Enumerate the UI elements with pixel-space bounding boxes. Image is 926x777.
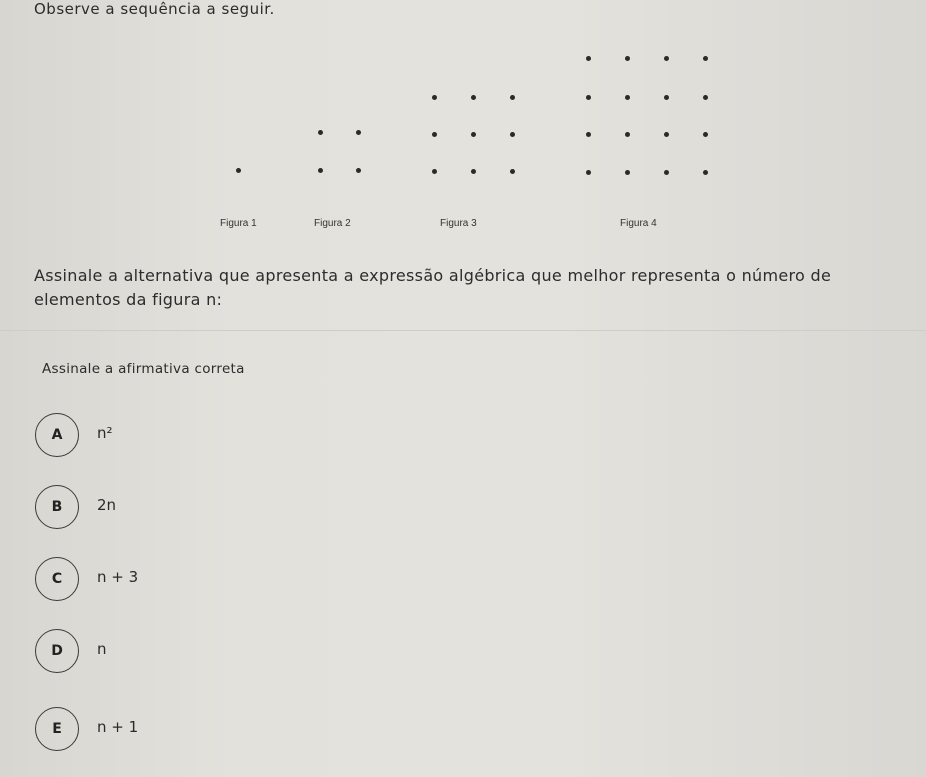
option-value: n + 1 [97,718,139,736]
dot [703,132,708,137]
intro-text: Observe a sequência a seguir. [34,0,275,18]
dot [432,132,437,137]
dot [510,95,515,100]
dot [625,56,630,61]
dot [510,169,515,174]
figure-3 [432,95,522,180]
dot [356,168,361,173]
figure-1-label: Figura 1 [220,218,257,229]
dot [664,132,669,137]
dot [471,132,476,137]
figure-3-label: Figura 3 [440,218,477,229]
dot [586,95,591,100]
dot [586,132,591,137]
dot [318,130,323,135]
dot [586,56,591,61]
option-value: n + 3 [97,568,139,586]
figure-4 [586,56,716,181]
figure-2-label: Figura 2 [314,218,351,229]
option-letter-circle[interactable]: A [35,413,79,457]
dot [664,56,669,61]
figure-4-label: Figura 4 [620,218,657,229]
dot [625,170,630,175]
dot [432,95,437,100]
instruction-text: Assinale a afirmativa correta [42,361,245,377]
dot [703,170,708,175]
dot [664,95,669,100]
dot [586,170,591,175]
option-value: n [97,640,107,658]
dot [664,170,669,175]
figure-1 [236,168,246,178]
dot [236,168,241,173]
dot [471,95,476,100]
dot [471,169,476,174]
option-letter-circle[interactable]: D [35,629,79,673]
option-value: 2n [97,496,117,514]
dot [703,56,708,61]
option-letter-circle[interactable]: B [35,485,79,529]
question-text: Assinale a alternativa que apresenta a expressão algébrica que melhor representa o número de elementos da figura n: [34,266,832,309]
dot [625,132,630,137]
dot [318,168,323,173]
dot [625,95,630,100]
dot [510,132,515,137]
dot [356,130,361,135]
dot [703,95,708,100]
dot [432,169,437,174]
divider [0,330,926,331]
option-letter-circle[interactable]: E [35,707,79,751]
figure-2 [318,130,363,175]
option-value: n² [97,424,113,442]
option-letter-circle[interactable]: C [35,557,79,601]
